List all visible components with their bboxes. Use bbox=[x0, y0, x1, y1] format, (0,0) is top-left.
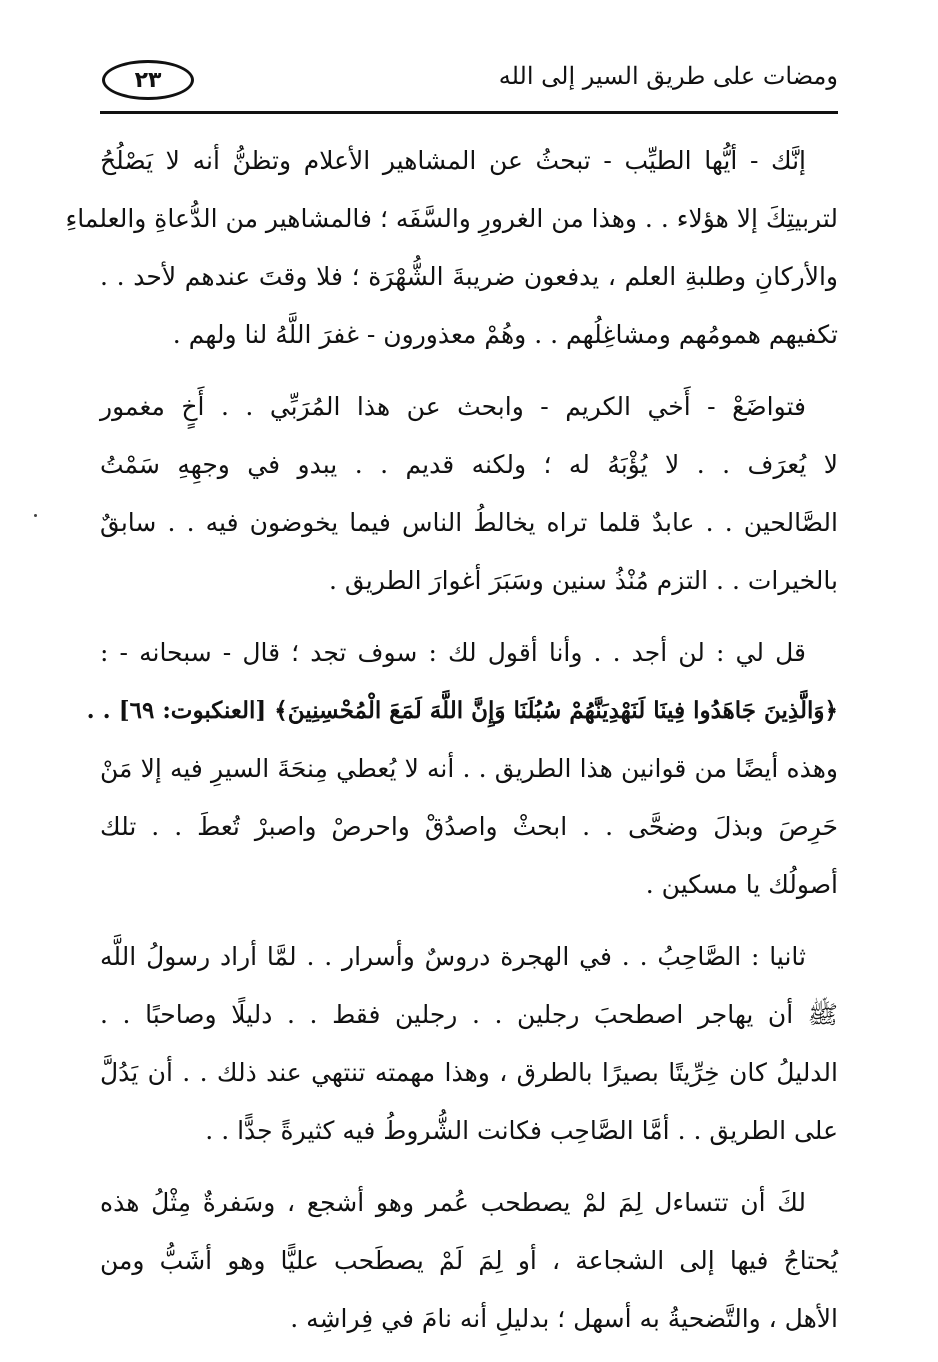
text-line: وهذه أيضًا من قوانين هذا الطريق . . أنه لا يُعطي مِنحَةَ السيرِ فيه إلا مَنْ bbox=[100, 754, 838, 783]
quran-verse-line: ﴿وَالَّذِينَ جَاهَدُوا فِينَا لَنَهْدِيَنَّهُمْ سُبُلَنَا وَإِنَّ اللَّهَ لَمَعَ الْمُحْسِنِينَ﴾ [العنكبوت: ٦٩] . . bbox=[86, 697, 838, 724]
page-body bbox=[65, 132, 838, 1362]
text-line: لا يُعرَف . . لا يُؤْبَهُ له ؛ ولكنه قديم . . يبدو في وجهِهِ سَمْتُ bbox=[100, 450, 838, 479]
text-line: والأركانِ وطلبةِ العلم ، يدفعون ضريبةَ الشُّهْرَة ؛ فلا وقتَ عندهم لأحد . . bbox=[100, 262, 838, 291]
paragraph-1 bbox=[65, 132, 838, 364]
text-line: لتربيتِكَ إلا هؤلاء . . وهذا من الغرورِ والسَّفَه ؛ فالمشاهير من الدُّعاةِ والعلماءِ bbox=[65, 204, 838, 233]
text-line: تكفيهم همومُهم ومشاغِلُهم . . وهُمْ معذورون - غفرَ اللَّهُ لنا ولهم . bbox=[172, 320, 838, 349]
text-line: الأهل ، والتَّضحيةُ به أسهل ؛ بدليلِ أنه نامَ في فِراشِه . bbox=[290, 1304, 838, 1333]
paragraph-4 bbox=[100, 928, 838, 1160]
text-line: قل لي : لن أجد . . وأنا أقول لك : سوف تجد ؛ قال - سبحانه - : bbox=[100, 638, 806, 667]
text-line: على الطريق . . أمَّا الصَّاحِب فكانت الشُّروطُ فيه كثيرةً جدًّا . . bbox=[205, 1116, 838, 1145]
text-line: ﷺ أن يهاجر اصطحبَ رجلين . . رجلين فقط . . دليلًا وصاحبًا . . bbox=[100, 1000, 838, 1029]
paragraph-2 bbox=[100, 378, 838, 610]
header-rule bbox=[100, 111, 838, 114]
text-line: حَرِصَ وبذلَ وضحَّى . . ابحثْ واصدُقْ واحرصْ واصبرْ تُعطَ . . تلك bbox=[100, 812, 838, 841]
text-line: لكَ أن تتساءل لِمَ لمْ يصطحب عُمر وهو أشجع ، وسَفرةٌ مِثْلُ هذه bbox=[100, 1188, 806, 1217]
text-line: فتواضَعْ - أَخي الكريم - وابحث عن هذا المُرَبِّي . . أَخٍ مغمور bbox=[100, 392, 806, 421]
text-line: يُحتاجُ فيها إلى الشجاعة ، أو لِمَ لَمْ يصطَحب عليًّا وهو أشَبُّ ومن bbox=[100, 1246, 838, 1275]
text-line: أصولُك يا مسكين . bbox=[645, 870, 838, 899]
text-line: إنَّك - أيُّها الطيِّب - تبحثُ عن المشاهير الأعلام وتظنُّ أنه لا يَصْلُحُ bbox=[100, 146, 806, 175]
running-title: ومضات على طريق السير إلى الله bbox=[498, 62, 838, 90]
page-header bbox=[100, 58, 838, 114]
text-line: الصَّالحين . . عابدٌ قلما تراه يخالطُ الناس فيما يخوضون فيه . . سابقٌ bbox=[100, 508, 838, 537]
text-line: ثانيا : الصَّاحِبُ . . في الهجرة دروسٌ وأسرار . . لمَّا أراد رسولُ اللَّه bbox=[100, 942, 806, 971]
page-number: ٢٣ bbox=[102, 60, 194, 100]
paragraph-3 bbox=[86, 624, 838, 914]
text-line: بالخيرات . . التزم مُنْذُ سنين وسَبَرَ أغوارَ الطريق . bbox=[329, 566, 838, 595]
text-line: الدليلُ كان خِرِّيتًا بصيرًا بالطرق ، وهذا مهمته تنتهي عند ذلك . . أن يَدُلَّ bbox=[100, 1058, 838, 1087]
paragraph-5 bbox=[100, 1174, 838, 1348]
stray-mark bbox=[34, 514, 37, 517]
